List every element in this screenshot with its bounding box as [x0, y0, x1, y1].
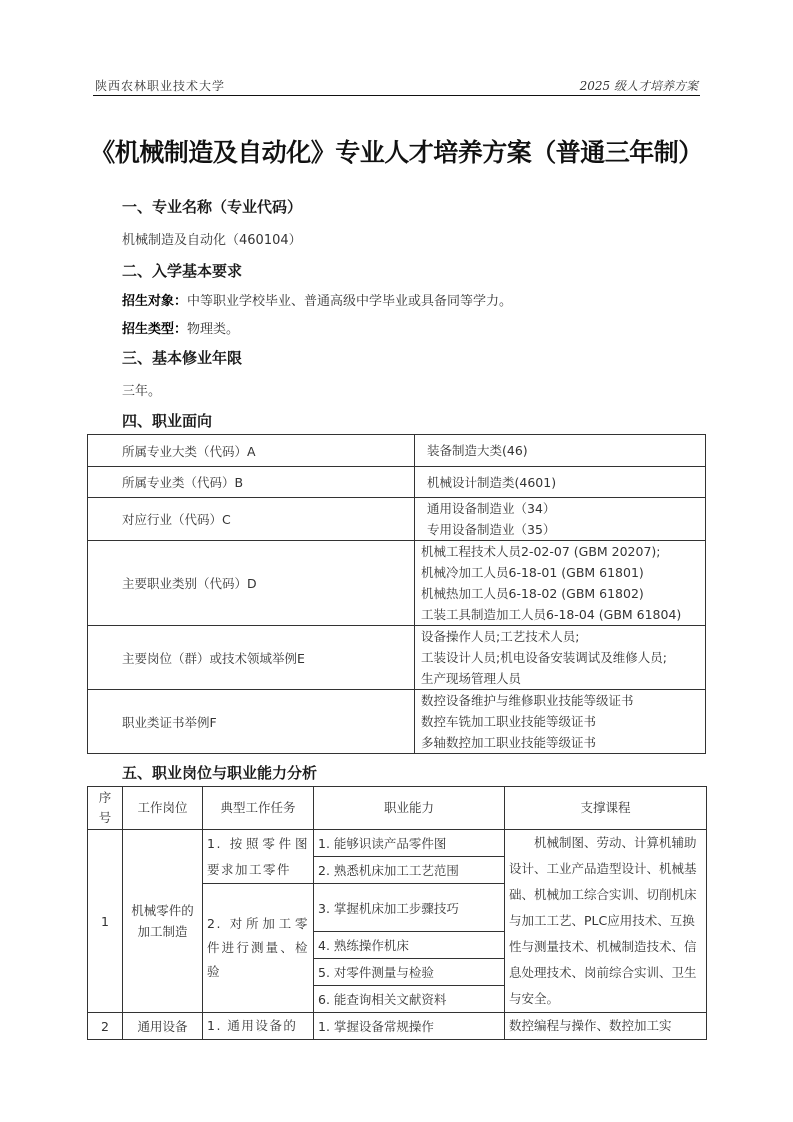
label-separator: ：	[174, 294, 188, 309]
section-1-heading: 一、专业名称（专业代码）	[122, 198, 303, 216]
table-row	[88, 1013, 707, 1040]
value-line: 机械热加工人员6-18-02 (GBM 61802)	[421, 586, 644, 601]
column-header: 典型工作任务	[203, 787, 314, 830]
value-line: 通用设备制造业（34）	[427, 501, 556, 516]
table-row	[88, 467, 706, 498]
ability: 3. 掌握机床加工步骤技巧	[314, 884, 505, 932]
row-key: 职业类证书举例F	[88, 690, 415, 754]
column-header: 序号	[88, 787, 123, 830]
value-line: 机械设计制造类(4601)	[427, 474, 557, 490]
section-2-heading: 二、入学基本要求	[122, 262, 243, 280]
table-row	[88, 541, 706, 626]
ability: 1. 掌握设备常规操作	[314, 1013, 505, 1040]
study-duration: 三年。	[122, 384, 162, 399]
value-line: 多轴数控加工职业技能等级证书	[421, 735, 597, 750]
table-row	[88, 498, 706, 541]
document-title: 《机械制造及自动化》专业人才培养方案（普通三年制）	[90, 138, 703, 167]
enrollment-type-text: 物理类。	[187, 322, 240, 337]
value-line: 机械工程技术人员2-02-07 (GBM 20207);	[421, 544, 661, 559]
row-key: 主要岗位（群）或技术领域举例E	[88, 626, 415, 690]
row-value	[415, 541, 706, 626]
value-line: 机械冷加工人员6-18-01 (GBM 61801)	[421, 565, 644, 580]
enrollment-target-text: 中等职业学校毕业、普通高级中学毕业或具备同等学力。	[187, 294, 513, 309]
job-post: 通用设备	[123, 1013, 203, 1040]
enrollment-type	[122, 318, 239, 337]
job-ability-table	[87, 786, 707, 1040]
row-value	[415, 435, 706, 467]
enrollment-target-label: 招生对象	[122, 294, 175, 309]
row-value	[415, 626, 706, 690]
school-name: 陕西农林职业技术大学	[95, 79, 226, 93]
value-line: 工装工具制造加工人员6-18-04 (GBM 61804)	[421, 607, 682, 622]
row-key: 对应行业（代码）C	[88, 498, 415, 541]
section-3-heading: 三、基本修业年限	[122, 349, 243, 367]
major-name-code: 机械制造及自动化（460104）	[122, 233, 302, 248]
value-line: 数控设备维护与维修职业技能等级证书	[421, 693, 634, 708]
table-row	[88, 626, 706, 690]
support-courses	[505, 830, 707, 1013]
ability: 1. 能够识读产品零件图	[314, 830, 505, 857]
section-4-heading: 四、职业面向	[122, 412, 213, 430]
enrollment-type-label: 招生类型	[122, 322, 175, 337]
job-post: 机械零件的加工制造	[123, 830, 203, 1013]
value-line: 装备制造大类(46)	[427, 443, 528, 458]
support-courses: 数控编程与操作、数控加工实	[505, 1013, 707, 1040]
column-header: 职业能力	[314, 787, 505, 830]
table-row	[88, 435, 706, 467]
courses-text: 机械制图、劳动、计算机辅助设计、工业产品造型设计、机械基础、机械加工综合实训、切削机床与加工工艺、PLC应用技术、互换性与测量技术、机械制造技术、信息处理技术、岗前综合实训、卫生与安全。	[509, 835, 697, 1006]
row-key: 所属专业类（代码）B	[88, 467, 415, 498]
value-line: 工装设计人员;机电设备安装调试及维修人员;	[421, 650, 667, 665]
career-orientation-table	[87, 434, 706, 754]
work-task: 1. 按照零件图要求加工零件	[203, 830, 314, 884]
ability: 6. 能查询相关文献资料	[314, 986, 505, 1013]
section-5-heading: 五、职业岗位与职业能力分析	[122, 764, 318, 782]
ability: 4. 熟练操作机床	[314, 932, 505, 959]
value-line: 设备操作人员;工艺技术人员;	[421, 629, 580, 644]
row-value	[415, 467, 706, 498]
row-number: 2	[88, 1013, 123, 1040]
page-header	[93, 76, 700, 96]
row-key: 主要职业类别（代码）D	[88, 541, 415, 626]
column-header: 支撑课程	[505, 787, 707, 830]
label-separator: ：	[174, 322, 188, 337]
work-task: 1. 通用设备的	[203, 1013, 314, 1040]
row-key: 所属专业大类（代码）A	[88, 435, 415, 467]
column-header: 工作岗位	[123, 787, 203, 830]
row-number: 1	[88, 830, 123, 1013]
table-header-row	[88, 787, 707, 830]
table-row	[88, 690, 706, 754]
enrollment-target	[122, 290, 512, 309]
value-line: 专用设备制造业（35）	[427, 522, 556, 537]
table-row	[88, 830, 707, 857]
value-line: 生产现场管理人员	[421, 671, 522, 686]
ability: 2. 熟悉机床加工工艺范围	[314, 857, 505, 884]
ability: 5. 对零件测量与检验	[314, 959, 505, 986]
work-task: 2. 对所加工零件进行测量、检验	[203, 884, 314, 1013]
row-value	[415, 690, 706, 754]
plan-year: 2025 级人才培养方案	[579, 79, 698, 93]
row-value	[415, 498, 706, 541]
value-line: 数控车铣加工职业技能等级证书	[421, 714, 597, 729]
